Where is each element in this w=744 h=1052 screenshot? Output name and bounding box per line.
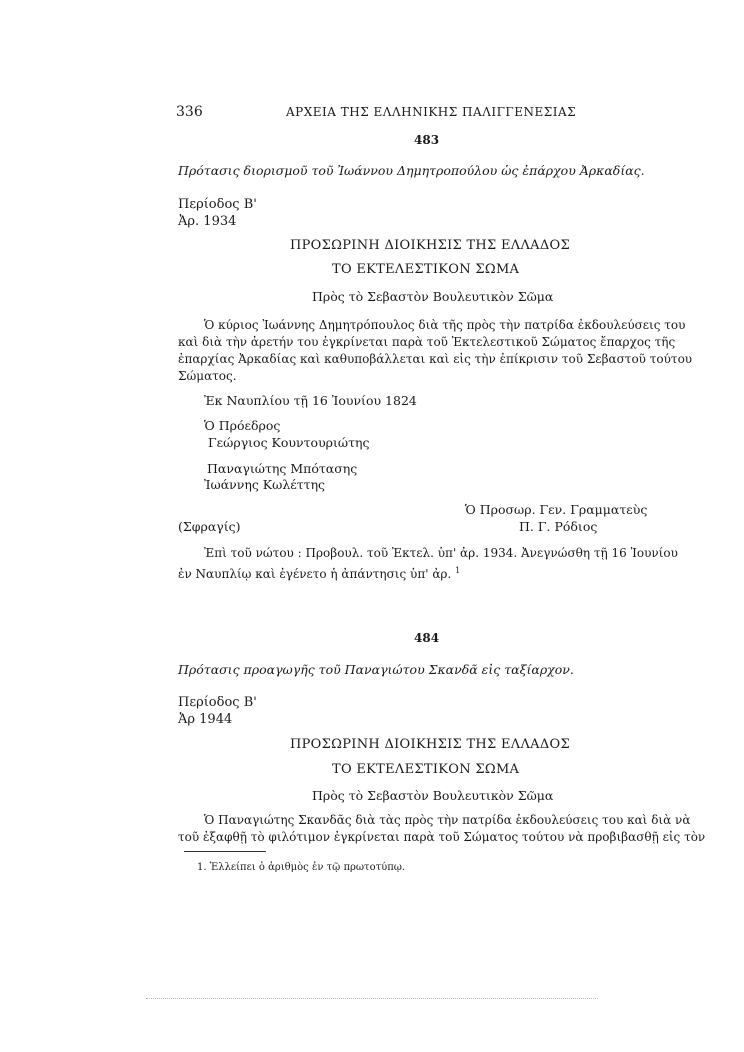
period-483: Περίοδος Β' bbox=[178, 197, 257, 212]
running-title: ΑΡΧΕΙΑ ΤΗΣ ΕΛΛΗΝΙΚΗΣ ΠΑΛΙΓΓΕΝΕΣΙΑΣ bbox=[286, 105, 577, 119]
scan-artifact-line bbox=[146, 998, 598, 999]
authority-heading-483: ΠΡΟΣΩΡΙΝΗ ΔΙΟΙΚΗΣΙΣ ΤΗΣ ΕΛΛΑΔΟΣ bbox=[290, 238, 570, 253]
seal-note: (Σφραγίς) bbox=[178, 519, 241, 534]
president-title: Ὁ Πρόεδρος bbox=[204, 418, 281, 433]
body-paragraph-484 bbox=[178, 812, 706, 846]
footnote-marker: 1 bbox=[455, 566, 461, 575]
paragraph-line: τοῦ ἐξαφθῇ τὸ φιλότιμον ἐγκρίνεται παρὰ τοῦ Σώματος τούτου νὰ προβιβασθῇ εἰς τὸν bbox=[178, 830, 706, 844]
president-name: Γεώργιος Κουντουριώτης bbox=[208, 435, 370, 450]
body-heading-483: ΤΟ ΕΚΤΕΛΕΣΤΙΚΟΝ ΣΩΜΑ bbox=[332, 262, 520, 277]
footnote-rule bbox=[184, 851, 266, 852]
paragraph-line bbox=[178, 562, 638, 583]
paragraph-line: ἐπαρχίας Ἀρκαδίας καὶ καθυποβάλλεται καὶ εἰς τὴν ἐπίκρισιν τοῦ Σεβαστοῦ τούτου bbox=[178, 352, 693, 366]
address-line-484: Πρὸς τὸ Σεβαστὸν Βουλευτικὸν Σῶμα bbox=[312, 788, 554, 803]
document-number-484: 484 bbox=[414, 631, 440, 645]
document-subject-484: Πρότασις προαγωγῆς τοῦ Παναγιώτου Σκανδᾶ εἰς ταξίαρχον. bbox=[178, 662, 574, 677]
endorsement-paragraph-483 bbox=[178, 545, 678, 583]
paragraph-line: Σώματος. bbox=[178, 369, 237, 383]
endorsement-text: ἐν Ναυπλίῳ καὶ ἐγένετο ἡ ἀπάντησις ὑπ' ἀρ. bbox=[178, 567, 452, 581]
body-paragraph-483 bbox=[178, 317, 693, 385]
document-subject-483: Πρότασις διορισμοῦ τοῦ Ἰωάννου Δημητροπούλου ὡς ἐπάρχου Ἀρκαδίας. bbox=[178, 163, 645, 178]
paragraph-line: Ἐπὶ τοῦ νώτου : Προβουλ. τοῦ Ἐκτελ. ὑπ' ἀρ. 1934. Ἀνεγνώσθη τῇ 16 Ἰουνίου bbox=[204, 546, 678, 560]
place-date-483: Ἐκ Ναυπλίου τῇ 16 Ἰουνίου 1824 bbox=[204, 393, 417, 408]
footnote: 1. Ἐλλείπει ὁ ἀριθμὸς ἐν τῷ πρωτοτύπῳ. bbox=[197, 862, 406, 873]
paragraph-line: καὶ διὰ τὴν ἀρετήν του ἐγκρίνεται παρὰ τοῦ Ἐκτελεστικοῦ Σώματος ἔπαρχος τῆς bbox=[178, 335, 676, 349]
paragraph-line: Ὁ κύριος Ἰωάννης Δημητρόπουλος διὰ τῆς πρὸς τὴν πατρίδα ἐκδουλεύσεις του bbox=[204, 318, 686, 332]
body-heading-484: ΤΟ ΕΚΤΕΛΕΣΤΙΚΟΝ ΣΩΜΑ bbox=[332, 762, 520, 777]
period-484: Περίοδος Β' bbox=[178, 695, 257, 710]
signatory-member-2: Ἰωάννης Κωλέττης bbox=[204, 477, 326, 492]
reference-483: Ἀρ. 1934 bbox=[178, 214, 237, 229]
page-number: 336 bbox=[176, 104, 203, 120]
signatory-member-1: Παναγιώτης Μπότασης bbox=[207, 461, 358, 476]
address-line-483: Πρὸς τὸ Σεβαστὸν Βουλευτικὸν Σῶμα bbox=[312, 289, 554, 304]
document-number-483: 483 bbox=[414, 133, 440, 147]
reference-484: Ἀρ 1944 bbox=[178, 712, 233, 727]
authority-heading-484: ΠΡΟΣΩΡΙΝΗ ΔΙΟΙΚΗΣΙΣ ΤΗΣ ΕΛΛΑΔΟΣ bbox=[290, 737, 570, 752]
paragraph-line: Ὁ Παναγιώτης Σκανδᾶς διὰ τὰς πρὸς τὴν πατρίδα ἐκδουλεύσεις του καὶ διὰ νὰ bbox=[204, 813, 691, 827]
secretary-title: Ὁ Προσωρ. Γεν. Γραμματεὺς bbox=[465, 502, 648, 517]
secretary-name: Π. Γ. Ρόδιος bbox=[519, 519, 598, 534]
